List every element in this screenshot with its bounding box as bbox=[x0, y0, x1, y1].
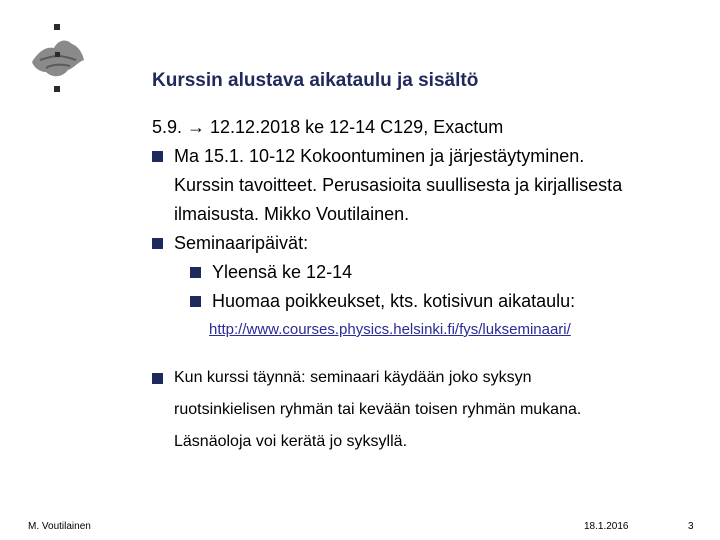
square-bullet-icon bbox=[152, 151, 163, 162]
bullet-text: Ma 15.1. 10-12 Kokoontuminen ja järjestäytyminen. bbox=[174, 146, 585, 166]
sub-bullet-item bbox=[152, 258, 712, 287]
sub-bullet-text: Huomaa poikkeukset, kts. kotisivun aikataulu: bbox=[212, 291, 576, 311]
sub-bullet-item bbox=[152, 287, 712, 316]
square-bullet-icon bbox=[152, 238, 163, 249]
university-logo-icon bbox=[24, 22, 90, 96]
date-line: 5.9. → 12.12.2018 ke 12-14 C129, Exactum bbox=[152, 117, 504, 137]
sub-bullet-text: Yleensä ke 12-14 bbox=[212, 262, 353, 282]
square-bullet-icon bbox=[190, 267, 201, 278]
footer-date: 18.1.2016 bbox=[584, 521, 629, 532]
course-schedule-link[interactable]: http://www.courses.physics.helsinki.fi/fys/lukseminaari/ bbox=[209, 321, 571, 338]
bullet-continuation: Kurssin tavoitteet. Perusasioita suullisesta ja kirjallisesta bbox=[174, 175, 623, 195]
footer-author: M. Voutilainen bbox=[28, 521, 91, 532]
slide-title: Kurssin alustava aikataulu ja sisältö bbox=[152, 70, 479, 91]
page-number: 3 bbox=[688, 521, 694, 532]
square-bullet-icon bbox=[152, 373, 163, 384]
bullet-continuation: ruotsinkielisen ryhmän tai kevään toisen ryhmän mukana. bbox=[174, 401, 582, 418]
bullet-text: Seminaaripäivät: bbox=[174, 233, 309, 253]
bullet-continuation: Läsnäoloja voi kerätä jo syksyllä. bbox=[174, 433, 408, 450]
slide-body bbox=[152, 113, 712, 456]
bullet-item bbox=[152, 229, 712, 258]
bullet-text: Kun kurssi täynnä: seminaari käydään joko syksyn bbox=[174, 369, 532, 386]
bullet-item bbox=[152, 364, 712, 392]
bullet-continuation: ilmaisusta. Mikko Voutilainen. bbox=[174, 204, 410, 224]
bullet-item bbox=[152, 142, 712, 171]
square-bullet-icon bbox=[190, 296, 201, 307]
